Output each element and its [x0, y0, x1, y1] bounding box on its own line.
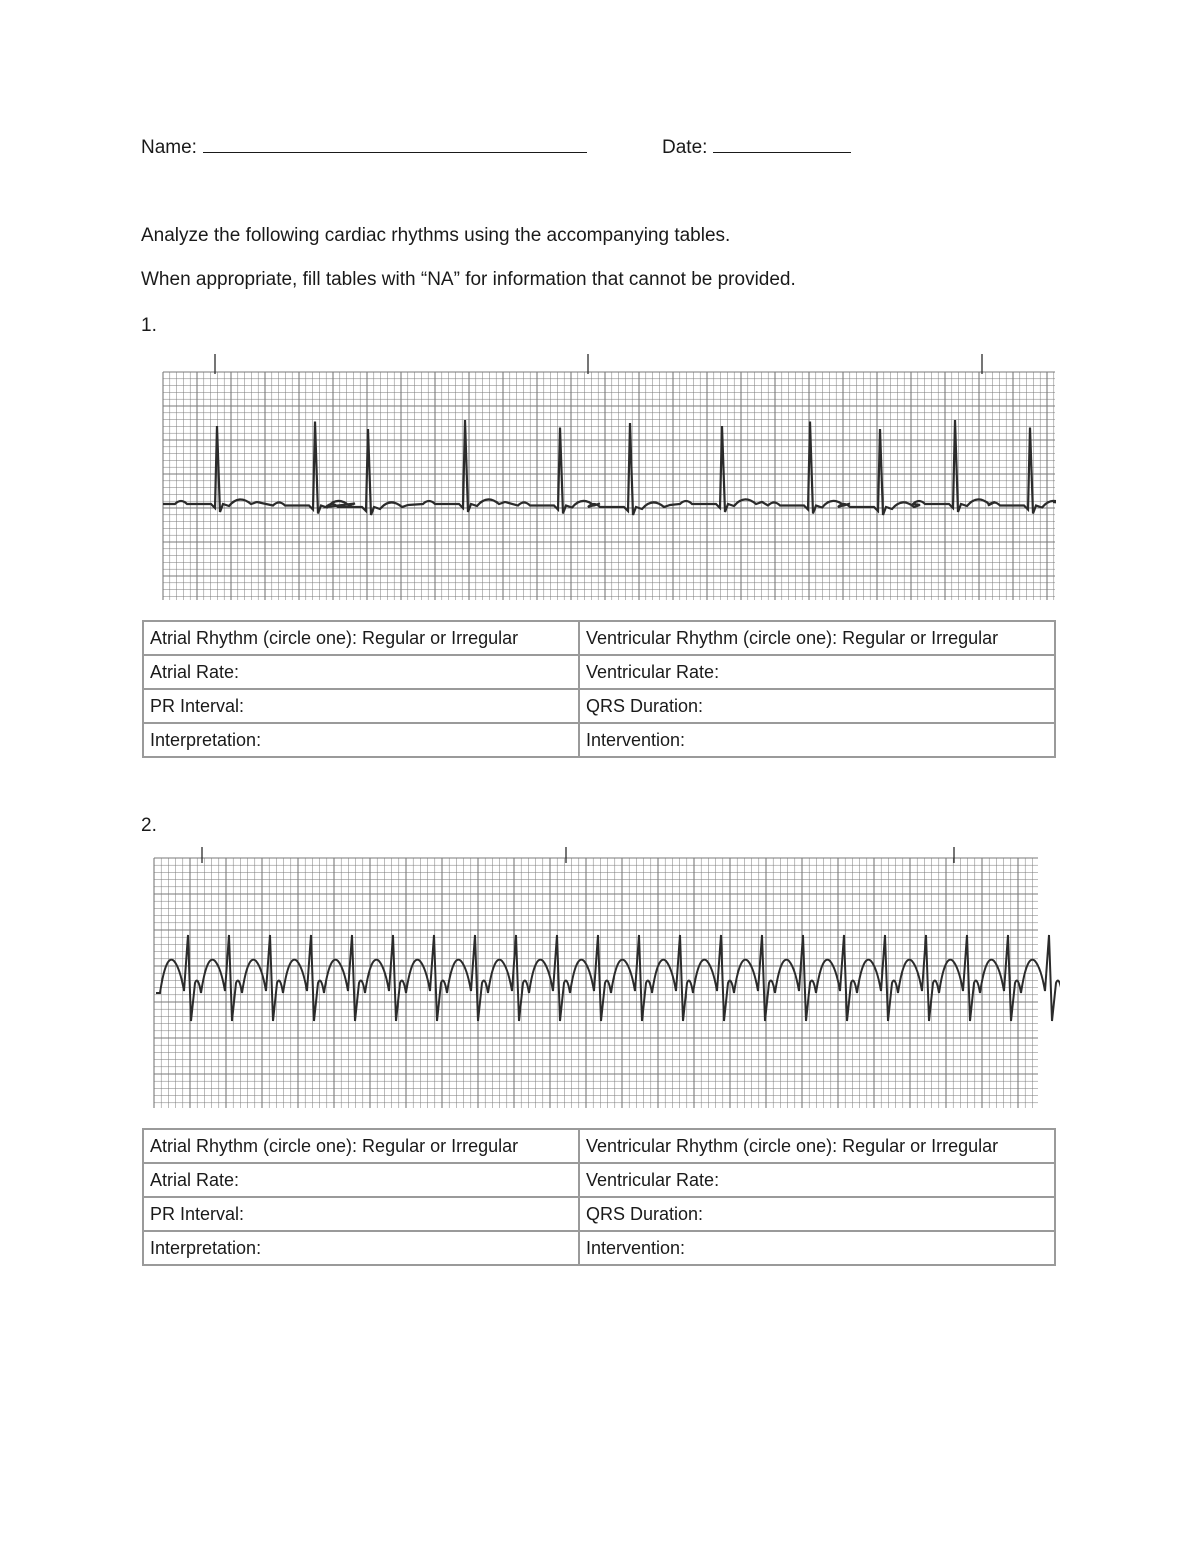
rhythm-table-1 — [142, 620, 1056, 758]
date-field[interactable] — [662, 136, 851, 159]
question-2-number: 2. — [141, 815, 157, 836]
table-row — [143, 655, 1055, 689]
ventricular-rate-cell[interactable]: Ventricular Rate: — [579, 1163, 1055, 1197]
date-blank-line[interactable] — [713, 136, 851, 153]
name-label: Name: — [141, 137, 197, 158]
intervention-cell[interactable]: Intervention: — [579, 723, 1055, 757]
date-label: Date: — [662, 137, 708, 158]
interpretation-cell[interactable]: Interpretation: — [143, 1231, 579, 1265]
atrial-rhythm-cell[interactable]: Atrial Rhythm (circle one): Regular or Irregular — [143, 621, 579, 655]
atrial-rate-cell[interactable]: Atrial Rate: — [143, 655, 579, 689]
table-row — [143, 1231, 1055, 1265]
table-row — [143, 689, 1055, 723]
instruction-line-1: Analyze the following cardiac rhythms using the accompanying tables. — [141, 225, 731, 246]
ecg-time-marks-2 — [202, 847, 954, 863]
table-row — [143, 1197, 1055, 1231]
ecg-strip-2 — [152, 843, 1060, 1113]
table-row — [143, 723, 1055, 757]
rhythm-table-2 — [142, 1128, 1056, 1266]
intervention-cell[interactable]: Intervention: — [579, 1231, 1055, 1265]
pr-interval-cell[interactable]: PR Interval: — [143, 689, 579, 723]
question-1-number: 1. — [141, 315, 157, 336]
ecg-grid-1 — [163, 372, 1055, 600]
ecg-time-marks-1 — [215, 354, 982, 374]
qrs-duration-cell[interactable]: QRS Duration: — [579, 689, 1055, 723]
table-row — [143, 1163, 1055, 1197]
qrs-duration-cell[interactable]: QRS Duration: — [579, 1197, 1055, 1231]
ventricular-rhythm-cell[interactable]: Ventricular Rhythm (circle one): Regular or Irregular — [579, 621, 1055, 655]
ventricular-rhythm-cell[interactable]: Ventricular Rhythm (circle one): Regular or Irregular — [579, 1129, 1055, 1163]
instruction-line-2: When appropriate, fill tables with “NA” for information that cannot be provided. — [141, 269, 796, 290]
name-blank-line[interactable] — [203, 136, 587, 153]
ecg-strip-1 — [160, 352, 1056, 604]
name-field[interactable] — [141, 136, 587, 159]
interpretation-cell[interactable]: Interpretation: — [143, 723, 579, 757]
ecg-trace-1 — [163, 420, 1056, 515]
table-row — [143, 621, 1055, 655]
ventricular-rate-cell[interactable]: Ventricular Rate: — [579, 655, 1055, 689]
ecg-grid-2 — [154, 858, 1038, 1108]
pr-interval-cell[interactable]: PR Interval: — [143, 1197, 579, 1231]
table-row — [143, 1129, 1055, 1163]
atrial-rhythm-cell[interactable]: Atrial Rhythm (circle one): Regular or Irregular — [143, 1129, 579, 1163]
atrial-rate-cell[interactable]: Atrial Rate: — [143, 1163, 579, 1197]
